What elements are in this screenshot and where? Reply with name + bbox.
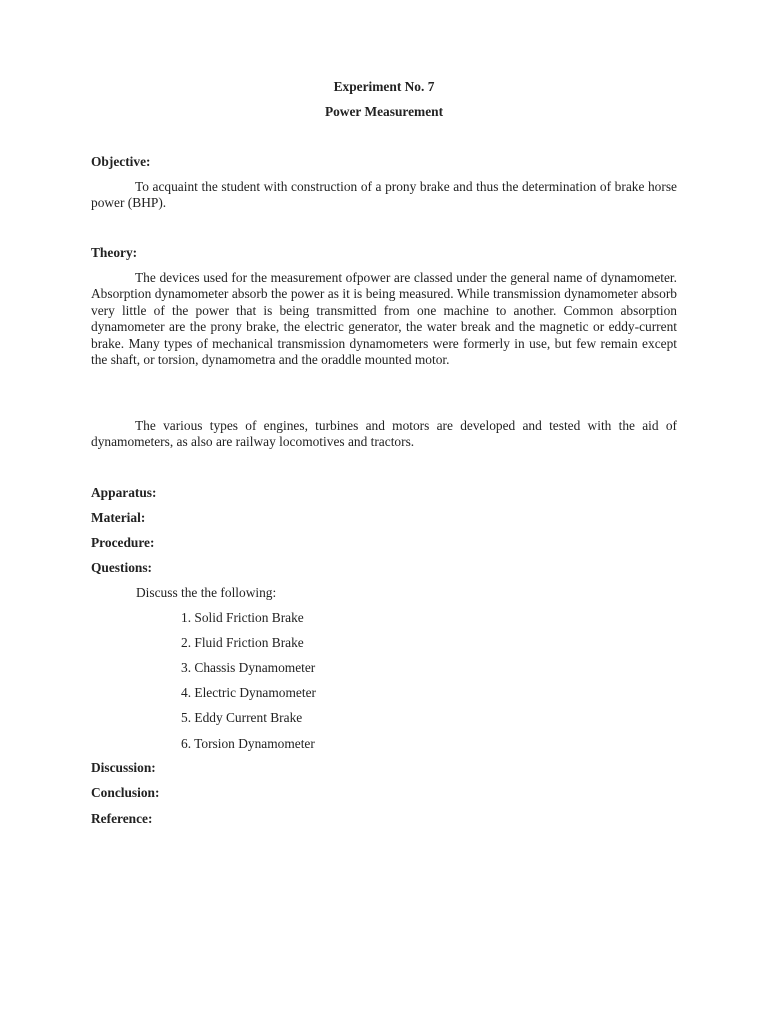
list-item: 2. Fluid Friction Brake <box>181 635 304 650</box>
theory-paragraph-2 <box>91 418 677 451</box>
experiment-number: Experiment No. 7 <box>333 79 435 94</box>
objective-paragraph <box>91 179 677 212</box>
apparatus-heading: Apparatus: <box>91 485 157 500</box>
list-item: 4. Electric Dynamometer <box>181 685 316 700</box>
discussion-heading: Discussion: <box>91 760 156 775</box>
list-item: 6. Torsion Dynamometer <box>181 736 315 751</box>
reference-heading: Reference: <box>91 811 153 826</box>
document-title: Power Measurement <box>324 104 444 119</box>
questions-intro: Discuss the the following: <box>136 585 277 600</box>
material-heading: Material: <box>91 510 146 525</box>
list-item: 3. Chassis Dynamometer <box>181 660 316 675</box>
procedure-heading: Procedure: <box>91 535 155 550</box>
objective-text: To acquaint the student with construction of a prony brake and thus the determination of brake horse power (BHP). <box>91 179 677 211</box>
theory-heading: Theory: <box>91 245 138 260</box>
list-item: 5. Eddy Current Brake <box>181 710 303 725</box>
theory-text-1: The devices used for the measurement ofpower are classed under the general name of dynamometer. Absorption dynamometer absorb the power as it is being measured. While transmission dynamometer absorb very little of the power that is being transmitted from one machine to another. Common absorption dynamometer are the prony brake, the electric generator, the water break and the magnetic or eddy-current brake. Many types of mechanical transmission dynamometers were formerly in use, but few remain except the shaft, or torsion, dynamometra and the oraddle mounted motor. <box>91 270 677 368</box>
conclusion-heading: Conclusion: <box>91 785 160 800</box>
theory-paragraph-1 <box>91 270 677 368</box>
theory-text-2: The various types of engines, turbines and motors are developed and tested with the aid of dynamometers, as also are railway locomotives and tractors. <box>91 418 677 450</box>
list-item: 1. Solid Friction Brake <box>181 610 304 625</box>
objective-heading: Objective: <box>91 154 151 169</box>
questions-heading: Questions: <box>91 560 153 575</box>
